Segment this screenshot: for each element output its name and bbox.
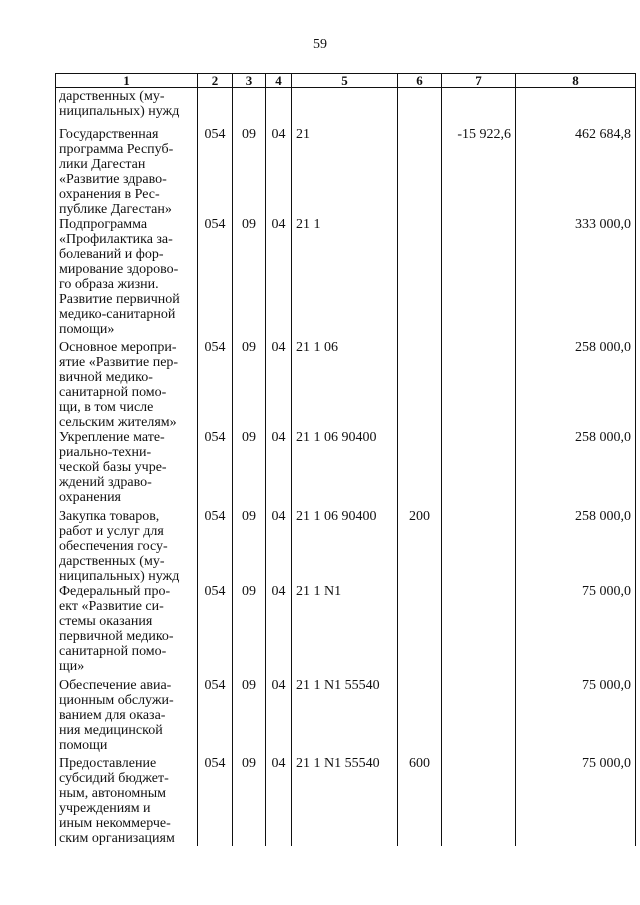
col-2-cell xyxy=(198,88,233,127)
col-3-cell: 09 xyxy=(233,756,266,846)
row-name: Закупка товаров, работ и услуг для обеспечения госу- дарственных (му- ниципальных) нужд xyxy=(56,509,198,584)
column-header-4: 4 xyxy=(266,74,292,88)
col-5-cell: 21 1 06 90400 xyxy=(292,430,398,509)
col-3-cell: 09 xyxy=(233,584,266,678)
col-3-cell: 09 xyxy=(233,217,266,340)
table-row xyxy=(56,88,636,127)
col-8-cell: 258 000,0 xyxy=(516,340,636,430)
col-7-cell xyxy=(442,430,516,509)
table-header xyxy=(56,74,636,88)
column-header-6: 6 xyxy=(398,74,442,88)
column-header-2: 2 xyxy=(198,74,233,88)
col-2-cell: 054 xyxy=(198,217,233,340)
col-3-cell: 09 xyxy=(233,126,266,217)
column-header-7: 7 xyxy=(442,74,516,88)
row-name: Обеспечение авиа- ционным обслужи- ванием для оказа- ния медицинской помощи xyxy=(56,678,198,756)
row-name: Федеральный про- ект «Развитие си- стемы оказания первичной медико- санитарной помо- щи» xyxy=(56,584,198,678)
column-header-8: 8 xyxy=(516,74,636,88)
col-7-cell xyxy=(442,88,516,127)
col-8-cell: 258 000,0 xyxy=(516,509,636,584)
col-4-cell: 04 xyxy=(266,430,292,509)
col-8-cell xyxy=(516,88,636,127)
col-7-cell xyxy=(442,509,516,584)
col-2-cell: 054 xyxy=(198,584,233,678)
col-2-cell: 054 xyxy=(198,756,233,846)
col-7-cell xyxy=(442,340,516,430)
col-2-cell: 054 xyxy=(198,678,233,756)
col-7-cell xyxy=(442,217,516,340)
table-row xyxy=(56,509,636,584)
table-row xyxy=(56,678,636,756)
col-8-cell: 75 000,0 xyxy=(516,756,636,846)
table-row xyxy=(56,584,636,678)
col-7-cell xyxy=(442,584,516,678)
col-6-cell xyxy=(398,126,442,217)
col-8-cell: 75 000,0 xyxy=(516,584,636,678)
col-6-cell: 200 xyxy=(398,509,442,584)
col-8-cell: 75 000,0 xyxy=(516,678,636,756)
col-5-cell: 21 xyxy=(292,126,398,217)
row-name: дарственных (му- ниципальных) нужд xyxy=(56,88,198,127)
col-6-cell xyxy=(398,217,442,340)
table-row xyxy=(56,756,636,846)
col-5-cell: 21 1 xyxy=(292,217,398,340)
col-3-cell: 09 xyxy=(233,509,266,584)
col-5-cell: 21 1 06 xyxy=(292,340,398,430)
col-4-cell: 04 xyxy=(266,126,292,217)
col-4-cell xyxy=(266,88,292,127)
col-4-cell: 04 xyxy=(266,509,292,584)
col-5-cell: 21 1 06 90400 xyxy=(292,509,398,584)
col-5-cell xyxy=(292,88,398,127)
col-5-cell: 21 1 N1 55540 xyxy=(292,678,398,756)
row-name: Укрепление мате- риально-техни- ческой базы учре- ждений здраво- охранения xyxy=(56,430,198,509)
col-6-cell xyxy=(398,340,442,430)
col-5-cell: 21 1 N1 xyxy=(292,584,398,678)
col-5-cell: 21 1 N1 55540 xyxy=(292,756,398,846)
col-4-cell: 04 xyxy=(266,340,292,430)
column-header-3: 3 xyxy=(233,74,266,88)
col-7-cell xyxy=(442,756,516,846)
col-7-cell: -15 922,6 xyxy=(442,126,516,217)
page-number: 59 xyxy=(313,37,327,52)
col-7-cell xyxy=(442,678,516,756)
col-2-cell: 054 xyxy=(198,126,233,217)
col-6-cell xyxy=(398,430,442,509)
row-name: Подпрограмма «Профилактика за- болеваний и фор- мирование здорово- го образа жизни. Развитие первичной медико-санитарной помощи» xyxy=(56,217,198,340)
col-4-cell: 04 xyxy=(266,584,292,678)
col-2-cell: 054 xyxy=(198,430,233,509)
col-3-cell: 09 xyxy=(233,678,266,756)
table-row xyxy=(56,430,636,509)
col-4-cell: 04 xyxy=(266,217,292,340)
col-6-cell xyxy=(398,678,442,756)
col-6-cell xyxy=(398,584,442,678)
col-4-cell: 04 xyxy=(266,678,292,756)
col-8-cell: 333 000,0 xyxy=(516,217,636,340)
row-name: Основное меропри- ятие «Развитие пер- вичной медико- санитарной помо- щи, в том числе сельским жителям» xyxy=(56,340,198,430)
column-header-5: 5 xyxy=(292,74,398,88)
col-2-cell: 054 xyxy=(198,509,233,584)
column-header-1: 1 xyxy=(56,74,198,88)
col-8-cell: 258 000,0 xyxy=(516,430,636,509)
col-8-cell: 462 684,8 xyxy=(516,126,636,217)
table-body xyxy=(56,88,636,847)
col-4-cell: 04 xyxy=(266,756,292,846)
col-3-cell xyxy=(233,88,266,127)
table-row xyxy=(56,126,636,217)
table-row xyxy=(56,340,636,430)
col-3-cell: 09 xyxy=(233,430,266,509)
row-name: Предоставление субсидий бюджет- ным, автономным учреждениям и иным некоммерче- ским организациям xyxy=(56,756,198,846)
col-6-cell: 600 xyxy=(398,756,442,846)
col-3-cell: 09 xyxy=(233,340,266,430)
col-2-cell: 054 xyxy=(198,340,233,430)
row-name: Государственная программа Респуб- лики Дагестан «Развитие здраво- охранения в Рес- публике Дагестан» xyxy=(56,126,198,217)
header-row xyxy=(56,74,636,88)
table-row xyxy=(56,217,636,340)
budget-table xyxy=(55,73,636,846)
col-6-cell xyxy=(398,88,442,127)
